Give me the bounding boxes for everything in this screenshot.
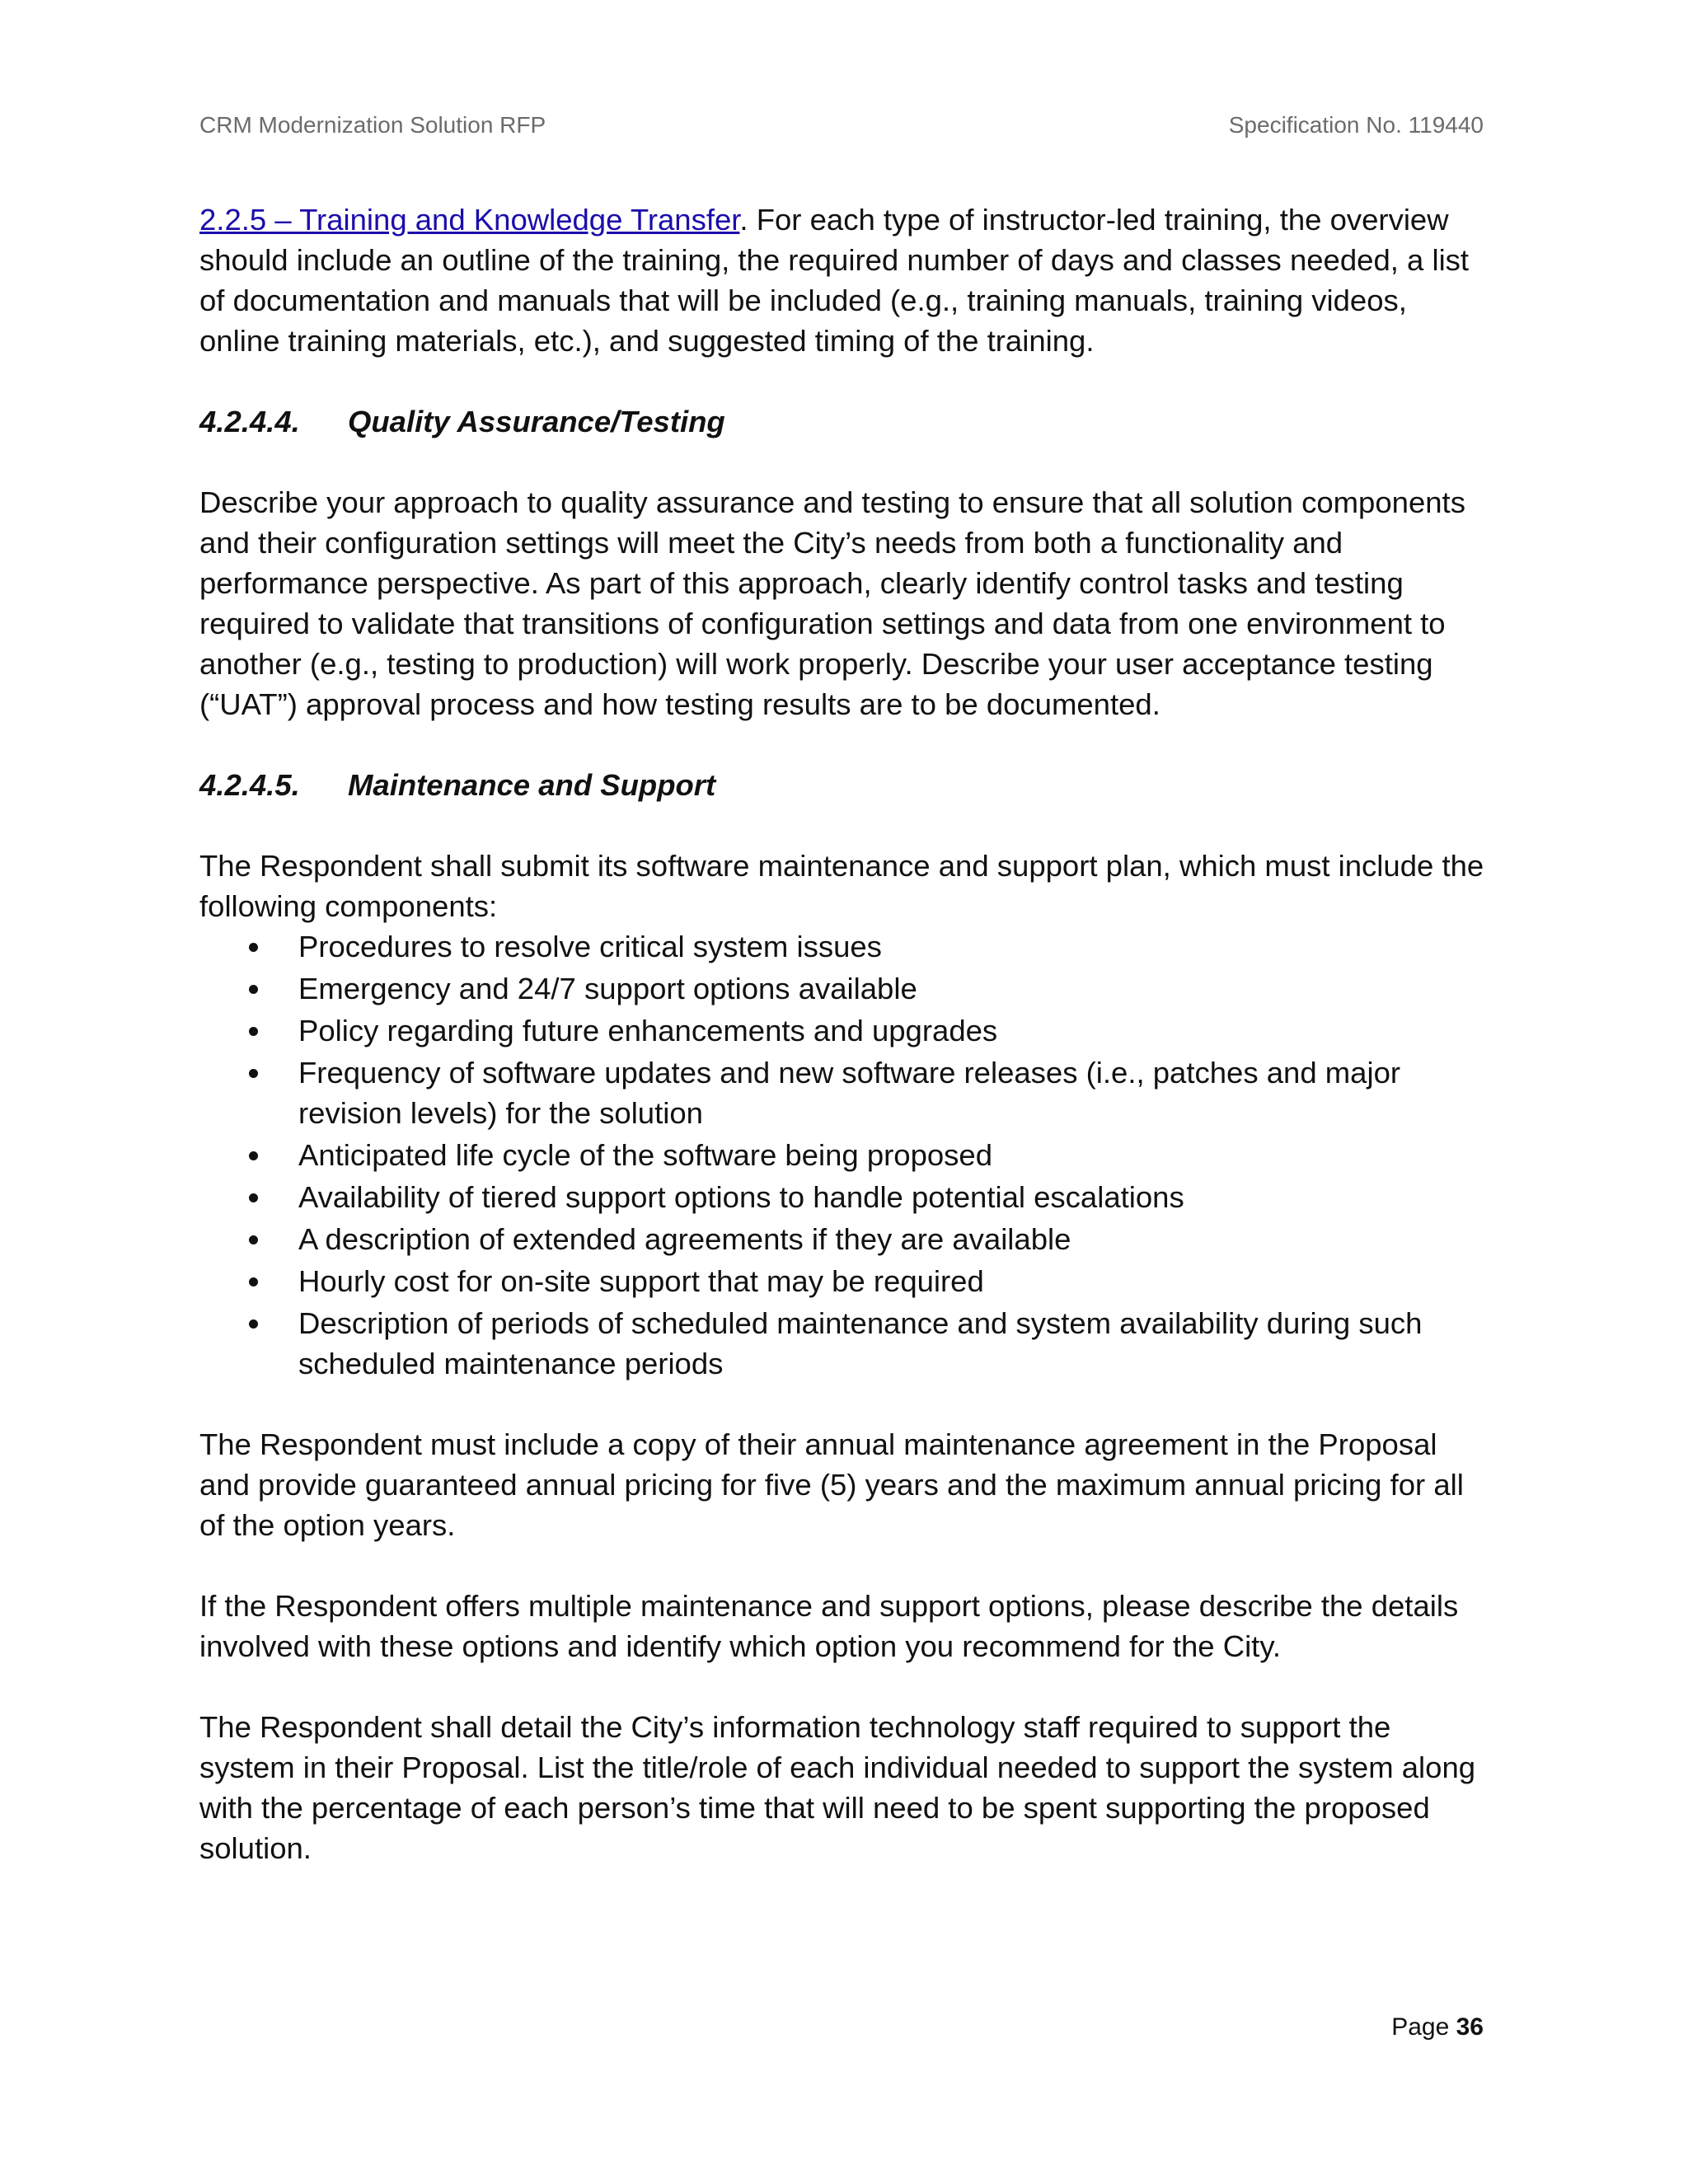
maintenance-agreement-paragraph: The Respondent must include a copy of their annual maintenance agreement in the Proposal and provide guaranteed annual pricing for five (5) years and the maximum annual pricing for all of the option years. (199, 1427, 1464, 1542)
page-footer (1391, 2011, 1484, 2044)
maintenance-components-list (199, 926, 1493, 1384)
list-item (199, 1219, 1493, 1259)
bullet-icon (249, 1277, 258, 1286)
list-item-text: A description of extended agreements if they are available (298, 1222, 1071, 1256)
page-label: Page (1391, 2013, 1450, 2041)
intro-paragraph (199, 199, 1493, 361)
list-item (199, 1177, 1493, 1217)
section-heading-qa (199, 401, 1493, 442)
section-title: Quality Assurance/Testing (348, 405, 725, 438)
it-staff-paragraph: The Respondent shall detail the City’s information technology staff required to support the system in their Proposal. List the title/role of each individual needed to support the system along with the percentage of each person’s time that will need to be spent supporting the proposed solution. (199, 1710, 1476, 1865)
intro-text: . For each type of instructor-led training, the overview should include an outline of the training, the required number of days and classes needed, a list of documentation and manuals that will be included (e.g., training manuals, training videos, online training materials, etc.), and suggested timing of the training. (199, 203, 1470, 358)
training-section-link[interactable]: 2.2.5 – Training and Knowledge Transfer (199, 203, 740, 237)
maintenance-lead-paragraph: The Respondent shall submit its software maintenance and support plan, which must include the following components: (199, 849, 1484, 923)
list-item (199, 968, 1493, 1009)
list-item (199, 1261, 1493, 1301)
page-number: 36 (1456, 2013, 1484, 2041)
list-item-text: Hourly cost for on-site support that may be required (298, 1264, 984, 1298)
bullet-icon (249, 1069, 258, 1078)
list-item-text: Anticipated life cycle of the software being proposed (298, 1138, 993, 1172)
bullet-icon (249, 1027, 258, 1036)
list-item-text: Availability of tiered support options to handle potential escalations (298, 1180, 1184, 1214)
list-item (199, 1010, 1493, 1051)
bullet-icon (249, 1193, 258, 1202)
support-options-paragraph: If the Respondent offers multiple maintenance and support options, please describe the details involved with these options and identify which option you recommend for the City. (199, 1589, 1459, 1663)
bullet-icon (249, 943, 258, 952)
bullet-icon (249, 1235, 258, 1244)
page-content (199, 199, 1493, 1868)
qa-body-paragraph: Describe your approach to quality assurance and testing to ensure that all solution components and their configuration settings will meet the City’s needs from both a functionality and performance perspective. As part of this approach, clearly identify control tasks and testing required to validate that transitions of configuration settings and data from one environment to another (e.g., testing to production) will work properly. Describe your user acceptance testing (“UAT”) approval process and how testing results are to be documented. (199, 485, 1465, 721)
section-number: 4.2.4.5. (199, 768, 300, 802)
list-item (199, 1052, 1493, 1133)
bullet-icon (249, 1319, 258, 1329)
section-title: Maintenance and Support (348, 768, 716, 802)
bullet-icon (249, 985, 258, 994)
section-heading-maintenance (199, 765, 1493, 805)
list-item (199, 1303, 1493, 1384)
section-number: 4.2.4.4. (199, 405, 300, 438)
header-title: CRM Modernization Solution RFP (199, 112, 546, 138)
list-item-text: Policy regarding future enhancements and upgrades (298, 1014, 998, 1047)
bullet-icon (249, 1151, 258, 1160)
list-item-text: Description of periods of scheduled maintenance and system availability during such scheduled maintenance periods (298, 1306, 1423, 1380)
list-item (199, 1135, 1493, 1175)
list-item-text: Procedures to resolve critical system issues (298, 930, 882, 963)
list-item-text: Emergency and 24/7 support options available (298, 972, 917, 1005)
list-item (199, 926, 1493, 967)
header-spec-number: Specification No. 119440 (1228, 112, 1484, 138)
list-item-text: Frequency of software updates and new software releases (i.e., patches and major revision levels) for the solution (298, 1056, 1401, 1130)
